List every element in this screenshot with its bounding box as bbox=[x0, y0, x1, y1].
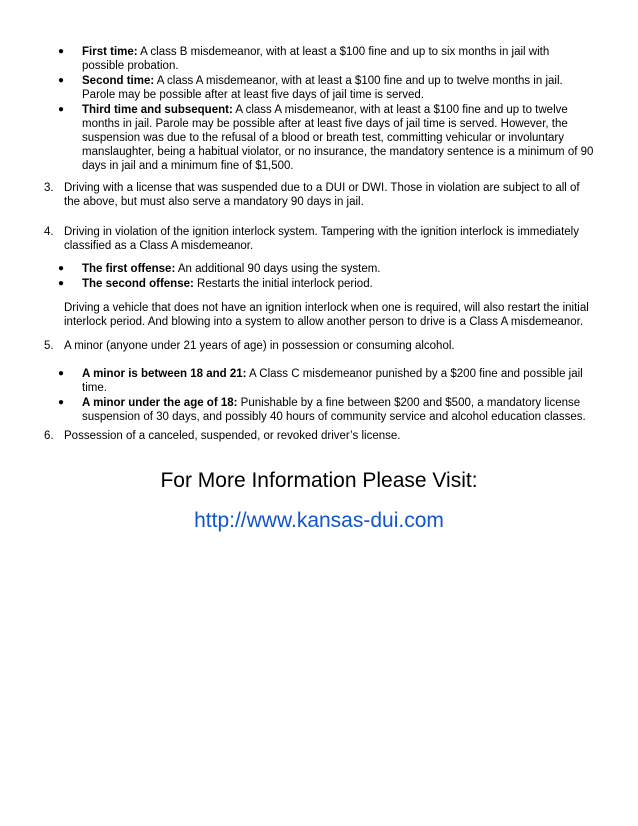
bullet-label: Second time: bbox=[82, 75, 155, 87]
bullet-text: Restarts the initial interlock period. bbox=[193, 278, 373, 290]
bullet-text: An additional 90 days using the system. bbox=[175, 263, 381, 275]
item-number: 3. bbox=[44, 182, 54, 194]
bullet-marker: ● bbox=[58, 368, 65, 379]
list-item bbox=[82, 45, 594, 73]
list-item-text: Possession of a canceled, suspended, or revoked driver’s license. bbox=[64, 430, 401, 442]
item-note: Driving a vehicle that does not have an ignition interlock when one is required, will also restart the initial interlock period. And blowing into a system to allow another person to drive is a Class A misdemeanor. bbox=[64, 302, 589, 328]
bullet-marker: ● bbox=[58, 75, 65, 86]
bullet-text: A Class C misdemeanor punished by a $200 fine and possible jail time. bbox=[82, 368, 583, 394]
list-item bbox=[82, 262, 594, 276]
bullet-marker: ● bbox=[58, 278, 65, 289]
info-heading: For More Information Please Visit: bbox=[160, 469, 478, 492]
list-item-text: Driving in violation of the ignition interlock system. Tampering with the ignition interlock is immediately classified as a Class A misdemeanor. bbox=[64, 226, 579, 252]
list-item-text: Driving with a license that was suspended due to a DUI or DWI. Those in violation are subject to all of the above, but must also serve a mandatory 90 days in jail. bbox=[64, 182, 580, 208]
list-item bbox=[82, 396, 594, 424]
item-number: 4. bbox=[44, 226, 54, 238]
bullet-text: A class A misdemeanor, with at least a $100 fine and up to twelve months in jail. Parole may be possible after at least five days of jail time is served. bbox=[82, 75, 563, 101]
list-item bbox=[82, 277, 594, 291]
list-item bbox=[82, 367, 594, 395]
bullet-marker: ● bbox=[58, 397, 65, 408]
item-number: 6. bbox=[44, 430, 54, 442]
bullet-label: First time: bbox=[82, 46, 138, 58]
item-number: 5. bbox=[44, 340, 54, 352]
bullet-marker: ● bbox=[58, 46, 65, 57]
list-item bbox=[82, 74, 594, 102]
bullet-label: A minor under the age of 18: bbox=[82, 397, 238, 409]
bullet-label: The second offense: bbox=[82, 278, 194, 290]
bullet-text: Punishable by a fine between $200 and $500, a mandatory license suspension of 30 days, and possibly 40 hours of community service and alcohol education classes. bbox=[82, 397, 586, 423]
bullet-text: A class B misdemeanor, with at least a $100 fine and up to six months in jail with possible probation. bbox=[82, 46, 550, 72]
list-item-text: A minor (anyone under 21 years of age) in possession or consuming alcohol. bbox=[64, 340, 455, 352]
bullet-label: Third time and subsequent: bbox=[82, 104, 233, 116]
bullet-label: The first offense: bbox=[82, 263, 176, 275]
bullet-marker: ● bbox=[58, 263, 65, 274]
bullet-label: A minor is between 18 and 21: bbox=[82, 368, 247, 380]
list-item bbox=[82, 103, 594, 173]
bullet-text: A class A misdemeanor, with at least a $100 fine and up to twelve months in jail. Parole may be possible after at least five days of jail time is served. However, the suspension was due to the refusal of a blood or breath test, committing vehicular or involuntary manslaughter, being a habitual violator, or no insurance, the mandatory sentence is a minimum of 90 days in jail and a minimum fine of $1,500. bbox=[82, 104, 594, 172]
website-link[interactable]: http://www.kansas-dui.com bbox=[194, 509, 444, 532]
bullet-marker: ● bbox=[58, 104, 65, 115]
